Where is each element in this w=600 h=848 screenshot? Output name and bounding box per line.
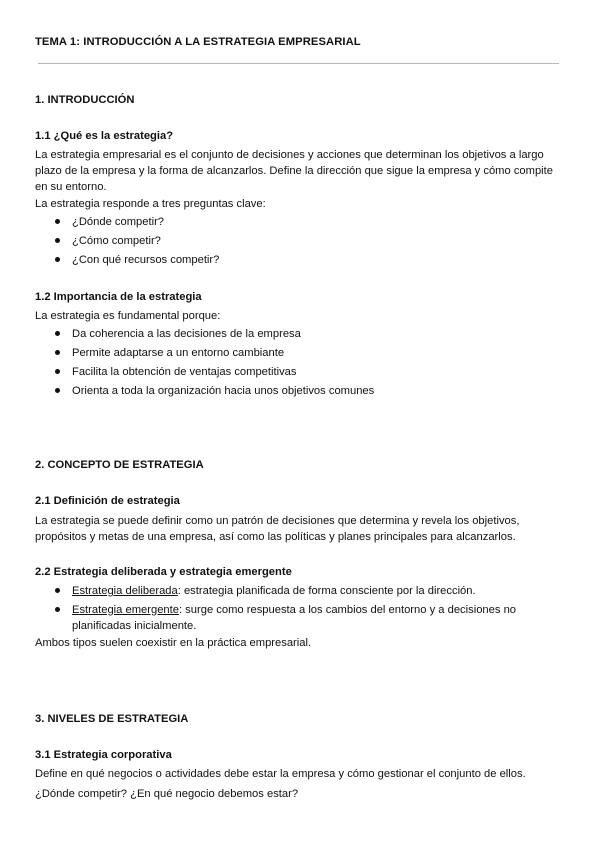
list-item bbox=[0, 214, 560, 230]
term-emergent: Estrategia emergente bbox=[72, 603, 179, 616]
subsection-3-1-question: ¿Dónde competir? ¿En qué negocio debemos estar? bbox=[35, 788, 299, 800]
list-item bbox=[0, 252, 560, 268]
list-item bbox=[0, 383, 560, 399]
term-deliberate: Estrategia deliberada bbox=[72, 585, 178, 597]
section-1-heading: 1. INTRODUCCIÓN bbox=[35, 94, 135, 106]
list-item-text: Da coherencia a las decisiones de la empresa bbox=[72, 328, 301, 340]
list-item bbox=[0, 233, 560, 249]
importance-list bbox=[0, 326, 560, 402]
subsection-3-1-paragraph: Define en qué negocios o actividades debe estar la empresa y cómo gestionar el conjunto de ellos. bbox=[35, 768, 526, 780]
subsection-1-2-intro: La estrategia es fundamental porque: bbox=[35, 310, 221, 322]
subsection-3-1-heading: 3.1 Estrategia corporativa bbox=[35, 749, 172, 761]
list-item bbox=[0, 326, 560, 342]
section-2-heading: 2. CONCEPTO DE ESTRATEGIA bbox=[35, 459, 204, 471]
strategy-types-list bbox=[0, 583, 560, 636]
list-item-text: Orienta a toda la organización hacia unos objetivos comunes bbox=[72, 385, 375, 397]
bullet-icon bbox=[55, 257, 60, 262]
subsection-2-1-heading: 2.1 Definición de estrategia bbox=[35, 495, 180, 507]
bullet-icon bbox=[55, 350, 60, 355]
section-3-heading: 3. NIVELES DE ESTRATEGIA bbox=[35, 713, 189, 725]
bullet-icon bbox=[55, 607, 60, 612]
subsection-1-2-heading: 1.2 Importancia de la estrategia bbox=[35, 291, 202, 303]
term-emergent-text: : surge como respuesta a los cambios del entorno y a decisiones no planificadas inicialmente. bbox=[72, 603, 517, 632]
list-item bbox=[0, 583, 560, 599]
subsection-2-2-heading: 2.2 Estrategia deliberada y estrategia emergente bbox=[35, 566, 292, 578]
list-item-text: Permite adaptarse a un entorno cambiante bbox=[72, 347, 285, 359]
document-title: TEMA 1: INTRODUCCIÓN A LA ESTRATEGIA EMPRESARIAL bbox=[35, 36, 361, 48]
list-item bbox=[0, 364, 560, 380]
bullet-icon bbox=[55, 369, 60, 374]
subsection-2-1-paragraph: La estrategia se puede definir como un patrón de decisiones que determina y revela los objetivos, propósitos y metas de una empresa, así como las políticas y planes principales para alcanzarlos. bbox=[35, 515, 520, 543]
bullet-icon bbox=[55, 331, 60, 336]
list-item-text: ¿Con qué recursos competir? bbox=[72, 254, 220, 266]
list-item-text: ¿Cómo competir? bbox=[72, 235, 161, 247]
list-item bbox=[0, 345, 560, 361]
subsection-2-2-closing: Ambos tipos suelen coexistir en la práctica empresarial. bbox=[35, 637, 312, 649]
bullet-icon bbox=[55, 388, 60, 393]
questions-list bbox=[0, 214, 560, 271]
list-item-text: ¿Dónde competir? bbox=[72, 216, 165, 228]
bullet-icon bbox=[55, 219, 60, 224]
subsection-1-1-paragraph: La estrategia empresarial es el conjunto de decisiones y acciones que determinan los objetivos a largo plazo de la empresa y la forma de alcanzarlos. Define la dirección que sigue la empresa y cómo compite en su entorno. bbox=[35, 149, 553, 193]
bullet-icon bbox=[55, 588, 60, 593]
title-divider bbox=[38, 63, 559, 64]
subsection-1-1-heading: 1.1 ¿Qué es la estrategia? bbox=[35, 130, 174, 142]
list-item-text: Facilita la obtención de ventajas competitivas bbox=[72, 366, 297, 378]
list-item bbox=[0, 602, 560, 634]
subsection-1-1-intro: La estrategia responde a tres preguntas clave: bbox=[35, 198, 266, 210]
bullet-icon bbox=[55, 238, 60, 243]
term-deliberate-text: : estrategia planificada de forma consciente por la dirección. bbox=[177, 585, 476, 597]
